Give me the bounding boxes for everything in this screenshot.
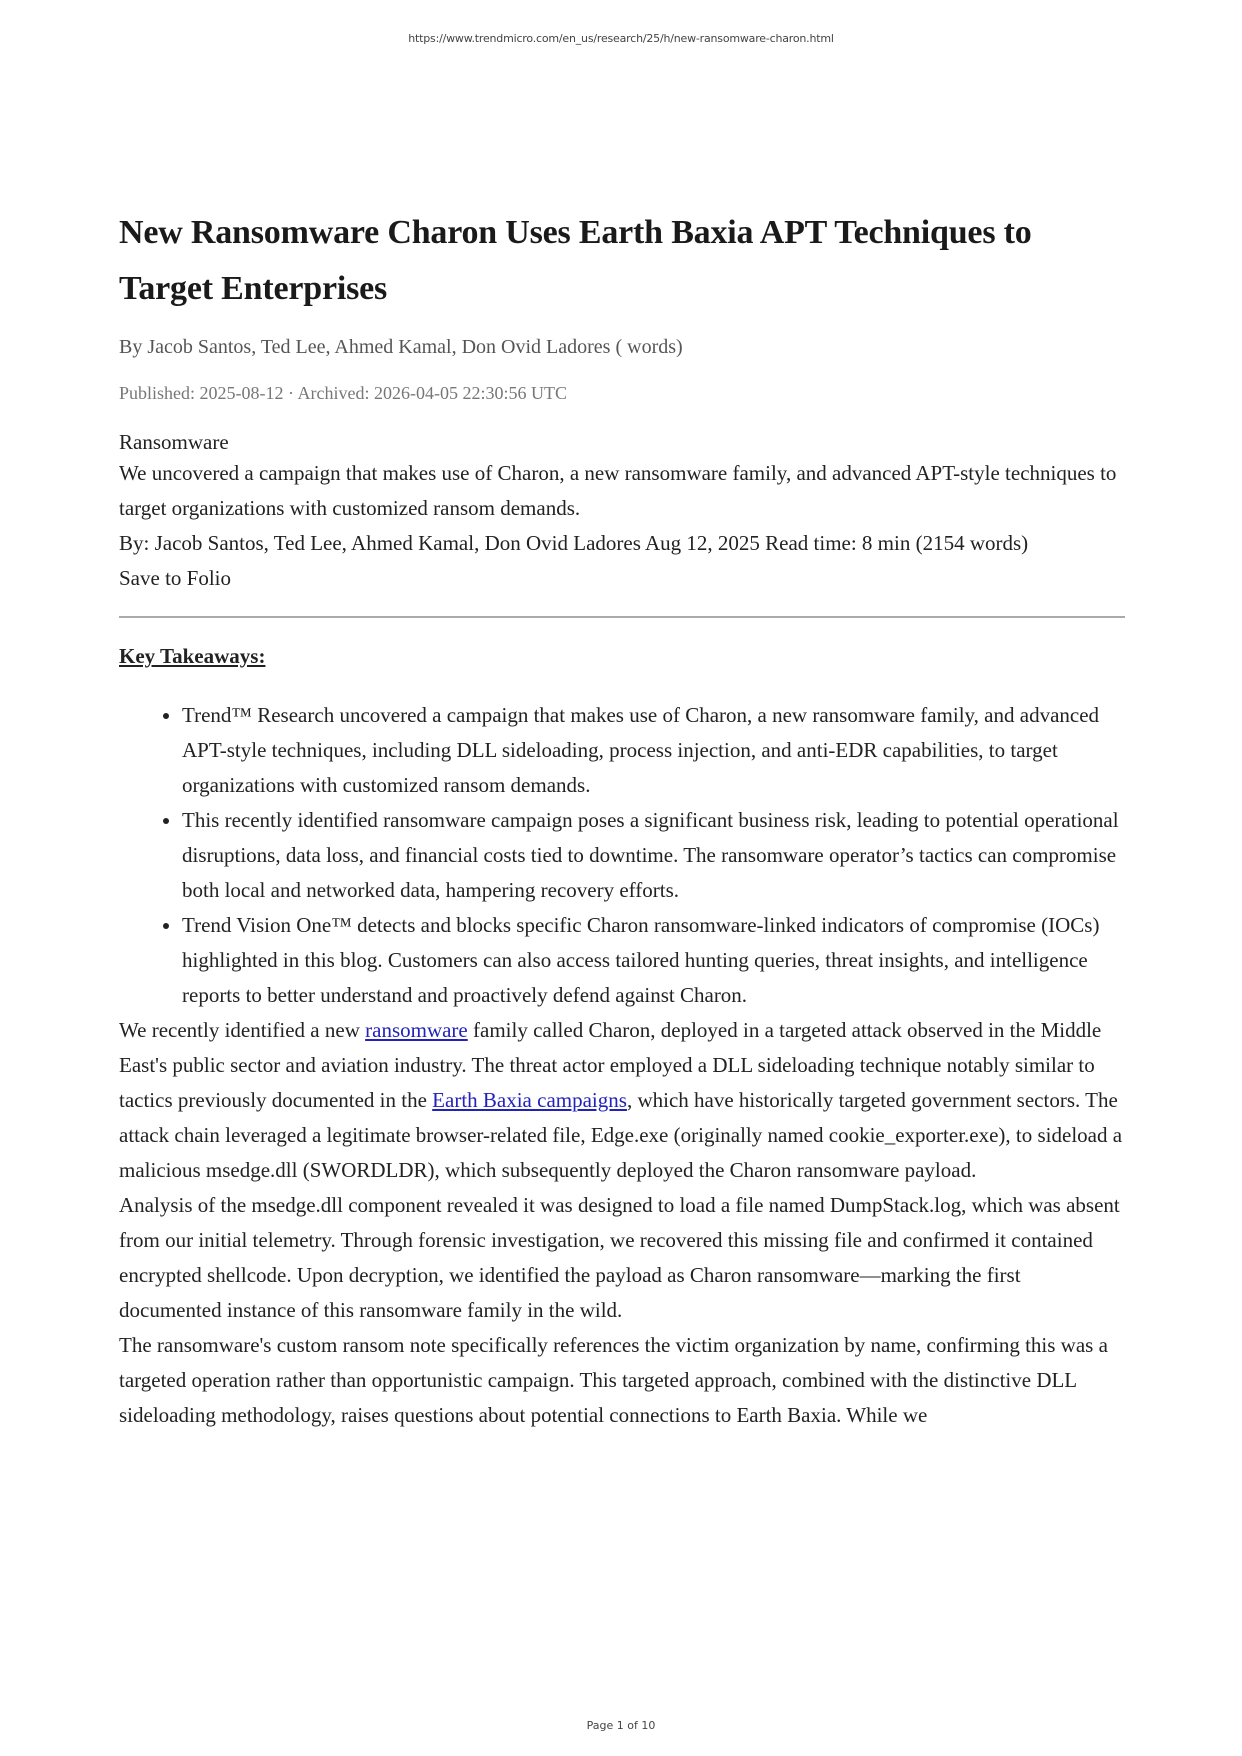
page-number: Page 1 of 10 (586, 1719, 656, 1732)
article-content (119, 205, 1125, 1433)
save-to-folio[interactable]: Save to Folio (119, 566, 232, 590)
divider (119, 616, 1125, 618)
takeaway-item: • Trend™ Research uncovered a campaign that makes use of Charon, a new ransomware family, and advanced APT-style techniques, including DLL sideloading, process injection, and anti-EDR capabilities, to target organizations with customized ransom demands. (182, 698, 1125, 803)
article-summary: We uncovered a campaign that makes use of Charon, a new ransomware family, and advanced APT-style techniques to target organizations with customized ransom demands. (119, 461, 1117, 520)
author-line: By: Jacob Santos, Ted Lee, Ahmed Kamal, Don Ovid Ladores Aug 12, 2025 Read time: 8 min (2154 words) (119, 531, 1029, 555)
earth-baxia-campaigns-link[interactable]: Earth Baxia campaigns (432, 1088, 627, 1112)
paragraph-text: , which have historically targeted government sectors. The attack chain leveraged a legitimate browser-related file, Edge.exe (originally named cookie_exporter.exe), to sideload a malicious msedge.dll (SWORDLDR), which subsequently deployed the Charon ransomware payload. (119, 1088, 1123, 1182)
page-header-url: https://www.trendmicro.com/en_us/research/25/h/new-ransomware-charon.html (408, 32, 834, 45)
ransomware-link[interactable]: ransomware (365, 1018, 468, 1042)
takeaway-item: • This recently identified ransomware campaign poses a significant business risk, leading to potential operational disruptions, data loss, and financial costs tied to downtime. The ransomware operator’s tactics can compromise both local and networked data, hampering recovery efforts. (182, 803, 1125, 908)
paragraph-analysis: Analysis of the msedge.dll component revealed it was designed to load a file named DumpStack.log, which was absent from our initial telemetry. Through forensic investigation, we recovered this missing file and confirmed it contained encrypted shellcode. Upon decryption, we identified the payload as Charon ransomware—marking the first documented instance of this ransomware family in the wild. (119, 1193, 1120, 1322)
paragraph-intro (119, 1013, 1125, 1188)
paragraph-text: family called Charon, deployed in a targeted attack observed in the Middle East's public sector and aviation industry. The threat actor employed a DLL sideloading technique notably similar to tactics previously documented in the (119, 1018, 1102, 1112)
paragraph-text: We recently identified a new (119, 1018, 366, 1042)
key-takeaways-list (119, 698, 1125, 1013)
key-takeaways-heading: Key Takeaways: (119, 644, 266, 668)
article-byline: By Jacob Santos, Ted Lee, Ahmed Kamal, Don Ovid Ladores ( words) (119, 336, 683, 358)
article-category: Ransomware (119, 430, 229, 454)
article-meta: Published: 2025-08-12 · Archived: 2026-04-05 22:30:56 UTC (119, 383, 567, 403)
paragraph-ransom-note: The ransomware's custom ransom note specifically references the victim organization by name, confirming this was a targeted operation rather than opportunistic campaign. This targeted approach, combined with the distinctive DLL sideloading methodology, raises questions about potential connections to Earth Baxia. While we (119, 1333, 1108, 1427)
takeaway-item: • Trend Vision One™ detects and blocks specific Charon ransomware-linked indicators of compromise (IOCs) highlighted in this blog. Customers can also access tailored hunting queries, threat insights, and intelligence reports to better understand and proactively defend against Charon. (182, 908, 1125, 1013)
article-title: New Ransomware Charon Uses Earth Baxia APT Techniques to Target Enterprises (119, 214, 1032, 307)
